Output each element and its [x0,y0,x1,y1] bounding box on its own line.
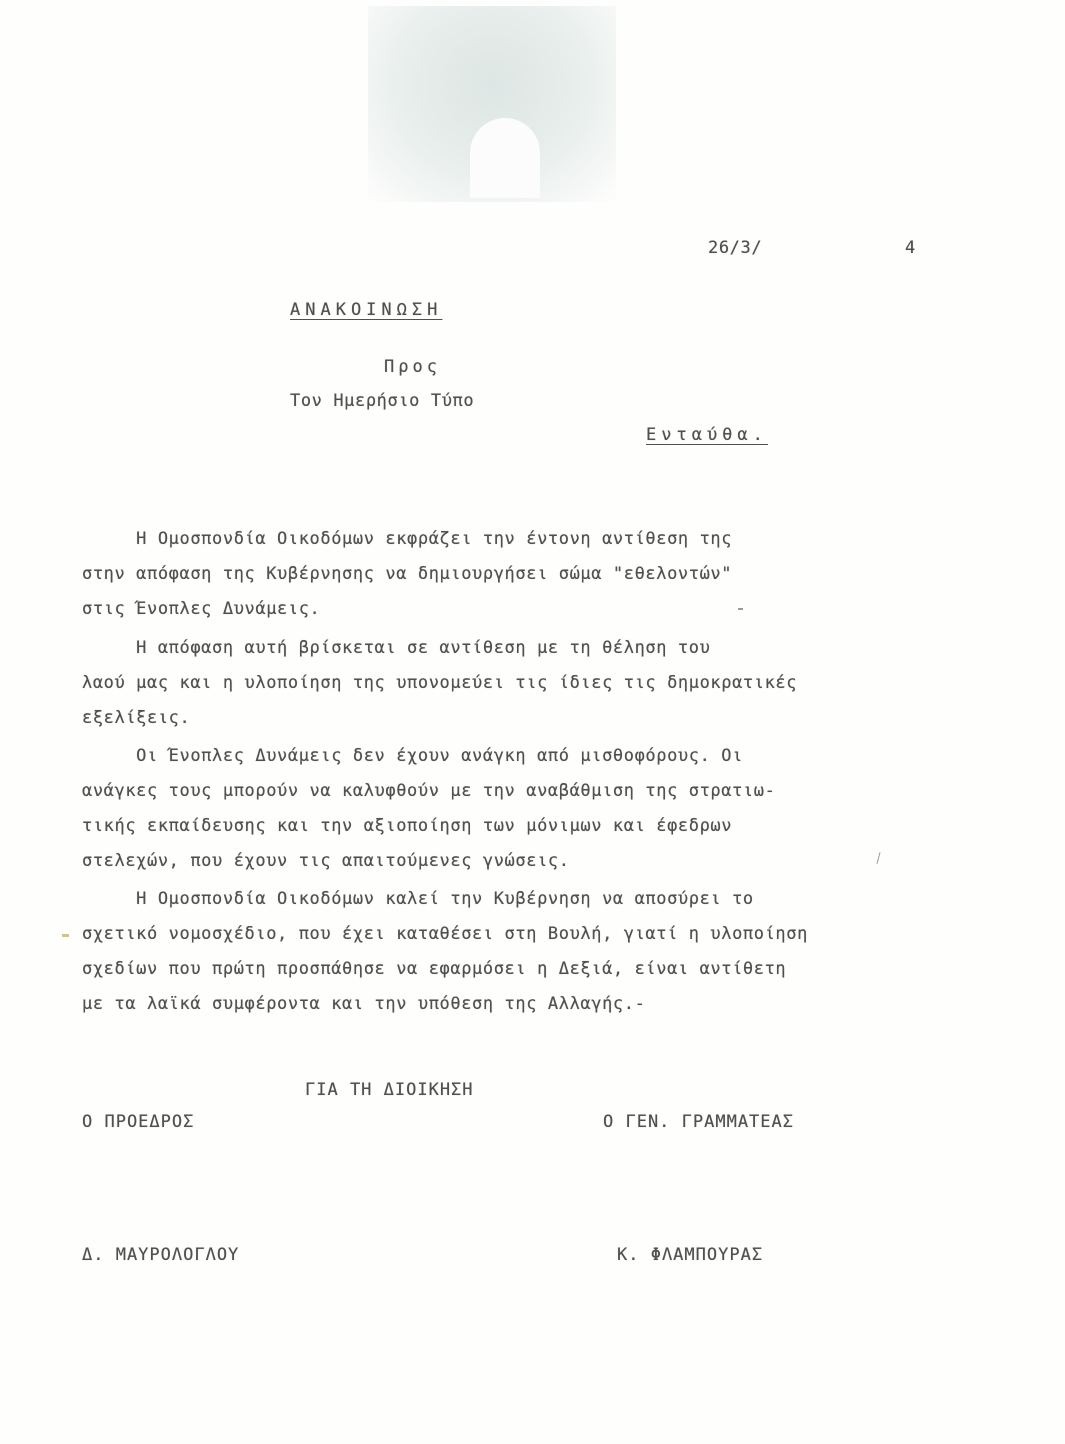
body-paragraph-2 [82,631,982,736]
paragraph-line: Η Ομοσπονδία Οικοδόμων εκφράζει την έντονη αντίθεση της [82,529,733,549]
paragraph-line: σχεδίων που πρώτη προσπάθησε να εφαρμόσει η Δεξιά, είναι αντίθετη [82,959,787,979]
secretary-title: Ο ΓΕΝ. ΓΡΑΜΜΑΤΕΑΣ [603,1112,794,1132]
document-date: 26/3/ [708,238,763,258]
paragraph-line: Οι Ένοπλες Δυνάμεις δεν έχουν ανάγκη από μισθοφόρους. Οι [82,746,743,766]
president-name: Δ. ΜΑΥΡΟΛΟΓΛΟΥ [82,1245,240,1265]
page-number: 4 [905,238,916,258]
paragraph-line: στελεχών, που έχουν τις απαιτούμενες γνώσεις. [82,851,570,871]
paragraph-line: εξελίξεις. [82,708,191,728]
pencil-mark [738,608,743,610]
paragraph-line: ανάγκες τους μπορούν να καλυφθούν με την αναβάθμιση της στρατιω- [82,781,776,801]
paragraph-line: στις Ένοπλες Δυνάμεις. [82,599,321,619]
paragraph-line: στην απόφαση της Κυβέρνησης να δημιουργήσει σώμα "εθελοντών" [82,564,733,584]
paragraph-line: σχετικό νομοσχέδιο, που έχει καταθέσει στη Βουλή, γιατί η υλοποίηση [82,924,808,944]
body-paragraph-1 [82,522,982,627]
paragraph-line: Η απόφαση αυτή βρίσκεται σε αντίθεση με τη θέληση του [82,638,711,658]
paragraph-line: με τα λαϊκά συμφέροντα και την υπόθεση της Αλλαγής.- [82,994,646,1014]
pencil-mark [62,934,69,937]
paragraph-line: λαού μας και η υλοποίηση της υπονομεύει τις ίδιες τις δημοκρατικές [82,673,798,693]
paper-stain-notch [470,118,540,198]
recipient-location: Ενταύθα. [646,425,768,445]
signature-heading: ΓΙΑ ΤΗ ΔΙΟΙΚΗΣΗ [305,1080,474,1100]
secretary-name: Κ. ΦΛΑΜΠΟΥΡΑΣ [617,1245,764,1265]
recipient-prefix: Προς [384,357,441,377]
document-title: ΑΝΑΚΟΙΝΩΣΗ [290,300,443,320]
president-title: Ο ΠΡΟΕΔΡΟΣ [82,1112,195,1132]
paragraph-line: Η Ομοσπονδία Οικοδόμων καλεί την Κυβέρνηση να αποσύρει το [82,889,754,909]
recipient-name: Τον Ημερήσιο Τύπο [290,391,475,411]
paragraph-line: τικής εκπαίδευσης και την αξιοποίηση των μόνιμων και έφεδρων [82,816,733,836]
body-paragraph-4 [82,882,982,1022]
body-paragraph-3 [82,739,982,879]
